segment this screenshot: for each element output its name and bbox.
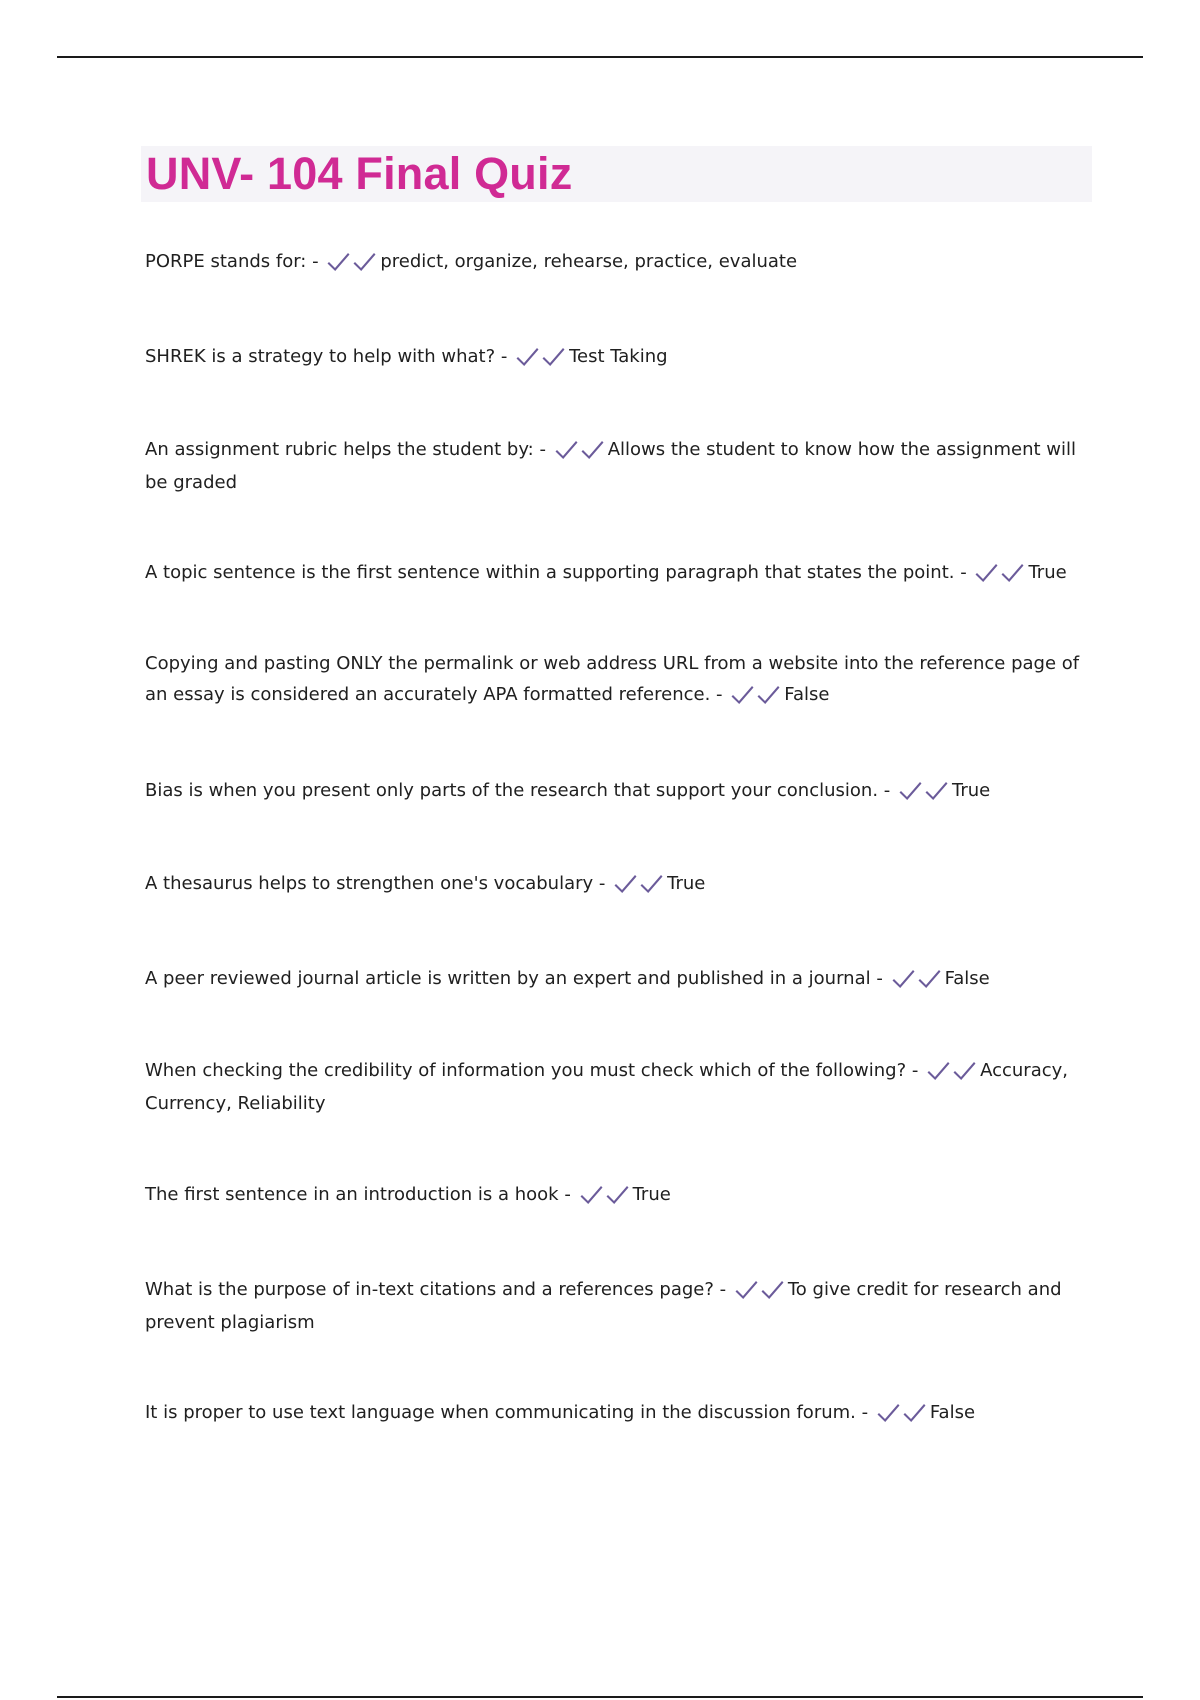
question: Copying and pasting ONLY the permalink or web address URL from a website into the reference page of an essay is considered an accurately APA formatted reference. xyxy=(145,653,1080,705)
answer: predict, organize, rehearse, practice, evaluate xyxy=(380,251,798,272)
question: What is the purpose of in-text citations and a references page? xyxy=(145,1279,714,1300)
answer: Accuracy, Currency, Reliability xyxy=(145,1060,1069,1114)
question: PORPE stands for: xyxy=(145,251,307,272)
qa-item-6 xyxy=(145,775,1090,808)
checks xyxy=(974,559,1026,590)
question: A thesaurus helps to strengthen one's vocabulary xyxy=(145,873,594,894)
checkmark-icon xyxy=(730,683,756,705)
bottom-rule xyxy=(57,1696,1143,1698)
qa-item-5 xyxy=(145,648,1090,712)
page-title: UNV- 104 Final Quiz xyxy=(146,148,573,199)
answer: False xyxy=(944,968,990,989)
checks xyxy=(613,870,665,901)
separator: - xyxy=(533,439,552,460)
question: An assignment rubric helps the student by: xyxy=(145,439,534,460)
checks xyxy=(876,1399,928,1430)
answer: Test Taking xyxy=(569,346,668,367)
checkmark-icon xyxy=(902,1401,928,1423)
question: A peer reviewed journal article is written by an expert and published in a journal xyxy=(145,968,871,989)
answer: To give credit for research and prevent plagiarism xyxy=(145,1279,1062,1333)
question: A topic sentence is the first sentence within a supporting paragraph that states the point. xyxy=(145,562,955,583)
question: The first sentence in an introduction is a hook xyxy=(145,1184,559,1205)
checkmark-icon xyxy=(760,1278,786,1300)
checkmark-icon xyxy=(326,250,352,272)
question: Bias is when you present only parts of the research that support your conclusion. xyxy=(145,780,879,801)
title-band xyxy=(141,146,1092,202)
checkmark-icon xyxy=(554,438,580,460)
separator: - xyxy=(558,1184,577,1205)
qa-item-7 xyxy=(145,868,1090,901)
question: It is proper to use text language when communicating in the discussion forum. xyxy=(145,1402,856,1423)
qa-item-8 xyxy=(145,963,1090,996)
checks xyxy=(515,343,567,374)
answer: True xyxy=(632,1184,671,1205)
answer: False xyxy=(784,684,830,705)
answer: Allows the student to know how the assignment will be graded xyxy=(145,439,1076,493)
separator: - xyxy=(855,1402,874,1423)
checks xyxy=(579,1181,631,1212)
checks xyxy=(554,436,606,467)
question: SHREK is a strategy to help with what? xyxy=(145,346,496,367)
answer: True xyxy=(1028,562,1067,583)
checkmark-icon xyxy=(734,1278,760,1300)
checks xyxy=(891,965,943,996)
checkmark-icon xyxy=(917,967,943,989)
checks xyxy=(898,777,950,808)
checks xyxy=(326,248,378,279)
qa-item-2 xyxy=(145,341,1090,374)
checks xyxy=(734,1276,786,1307)
separator: - xyxy=(954,562,973,583)
checkmark-icon xyxy=(952,1059,978,1081)
separator: - xyxy=(870,968,889,989)
checks xyxy=(926,1057,978,1088)
separator: - xyxy=(878,780,896,801)
qa-item-3 xyxy=(145,434,1090,498)
checkmark-icon xyxy=(974,561,1000,583)
checkmark-icon xyxy=(898,779,924,801)
qa-item-1 xyxy=(145,246,1090,279)
checkmark-icon xyxy=(891,967,917,989)
checkmark-icon xyxy=(580,438,606,460)
checks xyxy=(730,681,782,712)
checkmark-icon xyxy=(605,1183,631,1205)
checkmark-icon xyxy=(579,1183,605,1205)
qa-item-12 xyxy=(145,1397,1090,1430)
checkmark-icon xyxy=(541,345,567,367)
checkmark-icon xyxy=(1000,561,1026,583)
qa-item-11 xyxy=(145,1274,1090,1338)
answer: True xyxy=(952,780,991,801)
separator: - xyxy=(306,251,325,272)
checkmark-icon xyxy=(515,345,541,367)
checkmark-icon xyxy=(613,872,639,894)
checkmark-icon xyxy=(876,1401,902,1423)
top-rule xyxy=(57,56,1143,58)
separator: - xyxy=(713,1279,732,1300)
checkmark-icon xyxy=(639,872,665,894)
checkmark-icon xyxy=(352,250,378,272)
separator: - xyxy=(710,684,729,705)
answer: False xyxy=(929,1402,976,1423)
separator: - xyxy=(495,346,514,367)
qa-item-4 xyxy=(145,557,1090,590)
answer: True xyxy=(667,873,706,894)
separator: - xyxy=(906,1060,925,1081)
qa-item-10 xyxy=(145,1179,1090,1212)
checkmark-icon xyxy=(926,1059,952,1081)
question: When checking the credibility of information you must check which of the following? xyxy=(145,1060,907,1081)
checkmark-icon xyxy=(924,779,950,801)
qa-item-9 xyxy=(145,1055,1090,1119)
separator: - xyxy=(593,873,612,894)
checkmark-icon xyxy=(756,683,782,705)
